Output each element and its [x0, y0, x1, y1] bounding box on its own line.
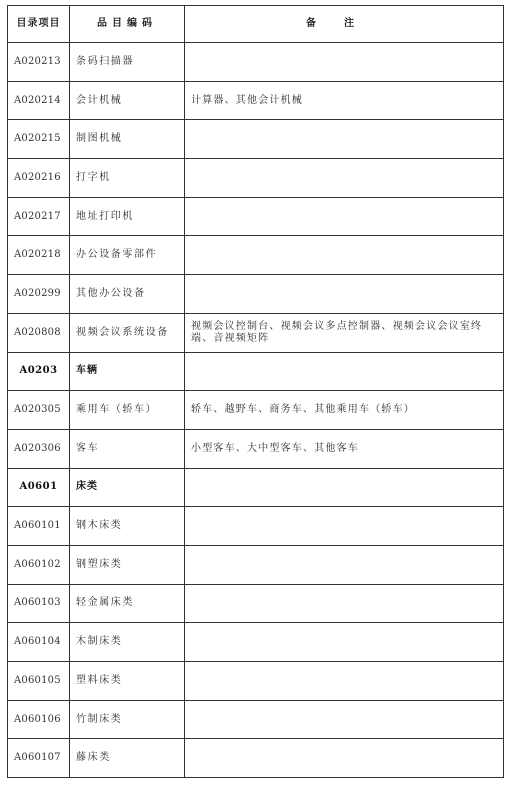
cell-note: 视频会议控制台、视频会议多点控制器、视频会议会议室终端、音视频矩阵 [185, 313, 504, 352]
cell-note [185, 352, 504, 391]
cell-note: 计算器、其他会计机械 [185, 81, 504, 120]
cell-name: 藤床类 [70, 739, 185, 778]
cell-name: 条码扫描器 [70, 43, 185, 82]
category-row [8, 468, 504, 507]
table-row [8, 623, 504, 662]
cell-note [185, 275, 504, 314]
cell-code: A060103 [8, 584, 70, 623]
cell-code: A020218 [8, 236, 70, 275]
table-row [8, 81, 504, 120]
cell-code: A060104 [8, 623, 70, 662]
table-row [8, 545, 504, 584]
cell-name: 轻金属床类 [70, 584, 185, 623]
table-row [8, 120, 504, 159]
cell-name: 办公设备零部件 [70, 236, 185, 275]
table-row [8, 700, 504, 739]
cell-code: A020217 [8, 197, 70, 236]
cell-code: A060101 [8, 507, 70, 546]
table-row [8, 739, 504, 778]
table-row [8, 391, 504, 430]
cell-code: A0601 [8, 468, 70, 507]
cell-code: A060107 [8, 739, 70, 778]
cell-code: A020305 [8, 391, 70, 430]
cell-code: A020214 [8, 81, 70, 120]
table-row [8, 584, 504, 623]
cell-note: 轿车、越野车、商务车、其他乘用车（轿车） [185, 391, 504, 430]
cell-name: 乘用车（轿车） [70, 391, 185, 430]
header-name: 品目编码 [70, 6, 185, 43]
table-row [8, 313, 504, 352]
cell-name: 地址打印机 [70, 197, 185, 236]
cell-code: A020213 [8, 43, 70, 82]
table-row [8, 662, 504, 701]
cell-name: 木制床类 [70, 623, 185, 662]
cell-note: 小型客车、大中型客车、其他客车 [185, 429, 504, 468]
table-row [8, 429, 504, 468]
cell-name: 打字机 [70, 159, 185, 198]
cell-code: A020215 [8, 120, 70, 159]
cell-name: 钢木床类 [70, 507, 185, 546]
cell-name: 客车 [70, 429, 185, 468]
cell-name: 会计机械 [70, 81, 185, 120]
cell-code: A060102 [8, 545, 70, 584]
cell-name: 制图机械 [70, 120, 185, 159]
cell-note [185, 662, 504, 701]
cell-note [185, 584, 504, 623]
cell-name: 床类 [70, 468, 185, 507]
cell-name: 其他办公设备 [70, 275, 185, 314]
cell-code: A060105 [8, 662, 70, 701]
catalog-table [7, 5, 504, 778]
cell-note [185, 468, 504, 507]
header-code: 目录项目 [8, 6, 70, 43]
cell-note [185, 43, 504, 82]
cell-code: A0203 [8, 352, 70, 391]
cell-name: 塑料床类 [70, 662, 185, 701]
cell-name: 视频会议系统设备 [70, 313, 185, 352]
table-row [8, 43, 504, 82]
cell-code: A020306 [8, 429, 70, 468]
cell-code: A060106 [8, 700, 70, 739]
cell-code: A020808 [8, 313, 70, 352]
category-row [8, 352, 504, 391]
table-row [8, 236, 504, 275]
table-body [8, 43, 504, 778]
cell-code: A020216 [8, 159, 70, 198]
header-note: 备注 [185, 6, 504, 43]
cell-note [185, 197, 504, 236]
cell-note [185, 739, 504, 778]
cell-note [185, 700, 504, 739]
table-row [8, 197, 504, 236]
cell-name: 车辆 [70, 352, 185, 391]
table-row [8, 275, 504, 314]
cell-code: A020299 [8, 275, 70, 314]
cell-note [185, 120, 504, 159]
cell-note [185, 159, 504, 198]
cell-note [185, 236, 504, 275]
cell-note [185, 545, 504, 584]
header-row [8, 6, 504, 43]
table-row [8, 507, 504, 546]
cell-note [185, 507, 504, 546]
table-row [8, 159, 504, 198]
cell-name: 钢塑床类 [70, 545, 185, 584]
cell-note [185, 623, 504, 662]
cell-name: 竹制床类 [70, 700, 185, 739]
